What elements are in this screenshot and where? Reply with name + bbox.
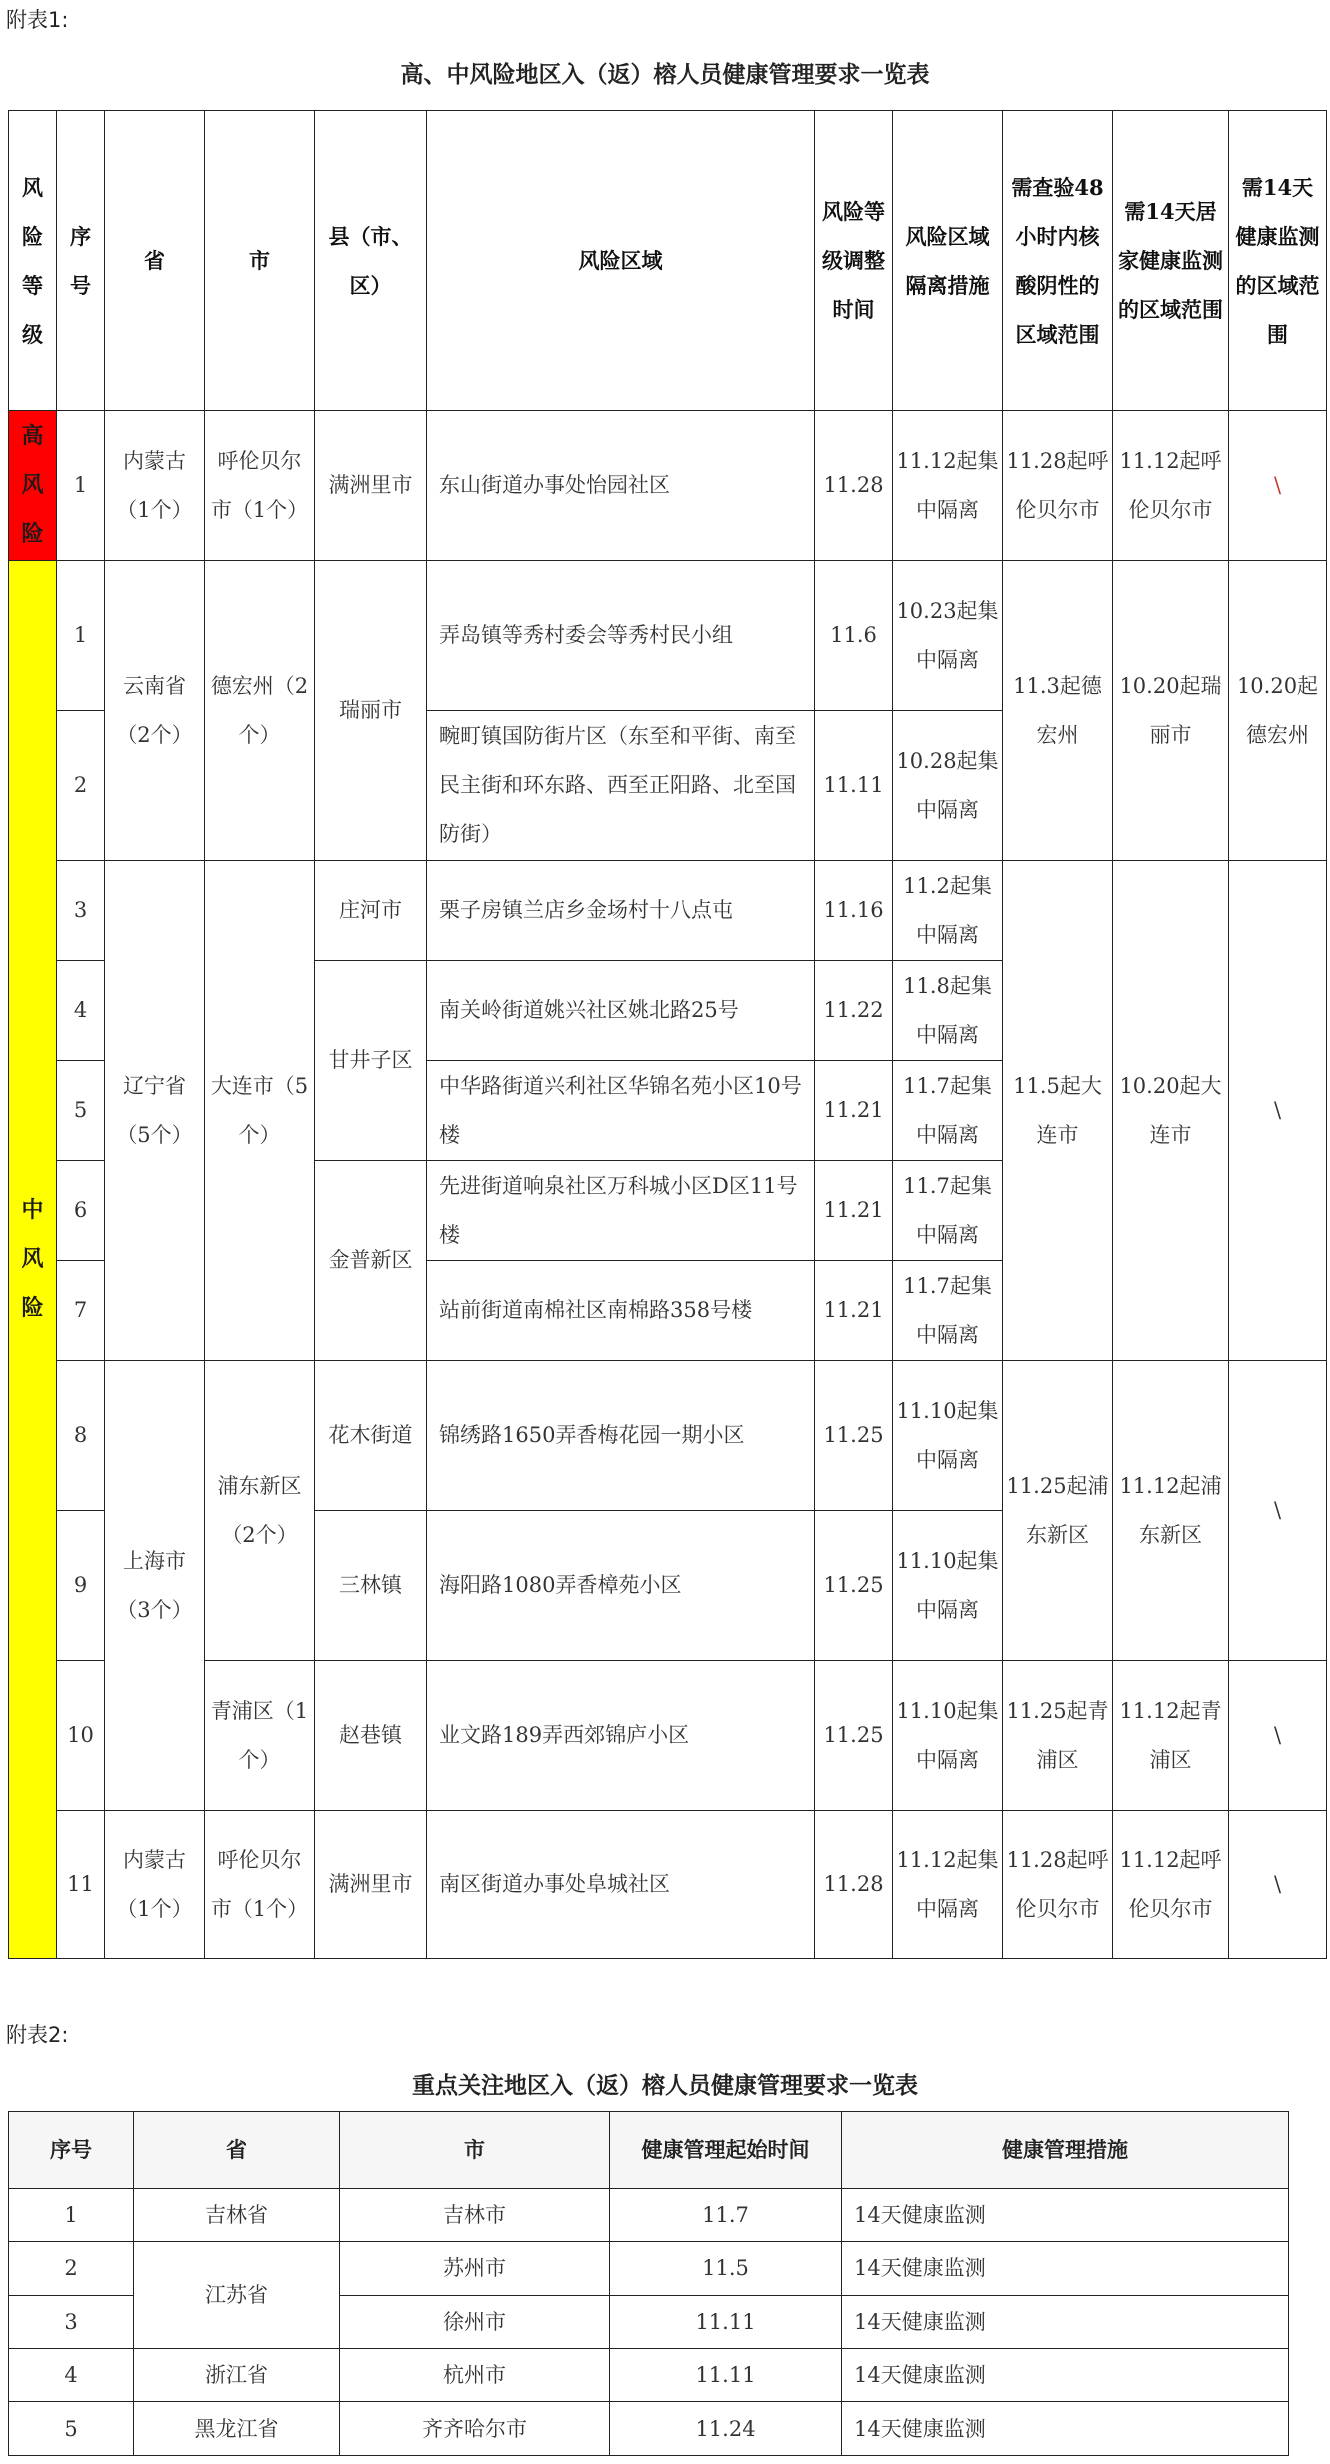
monitor-range: 10.20起德宏州 [1229,561,1327,861]
header-province: 省 [134,2112,340,2189]
city: 浦东新区（2个） [205,1361,315,1661]
table-row [9,1361,1327,1511]
county: 金普新区 [315,1161,427,1361]
header-province: 省 [105,111,205,411]
row-no: 2 [9,2242,134,2295]
city: 杭州市 [340,2349,610,2402]
table-row [9,2188,1289,2241]
isolation: 11.10起集中隔离 [893,1361,1003,1511]
adjust-time: 11.25 [815,1361,893,1511]
risk-area: 中华路街道兴利社区华锦名苑小区10号楼 [427,1061,815,1161]
header-county: 县（市、区） [315,111,427,411]
isolation: 11.7起集中隔离 [893,1061,1003,1161]
province: 云南省（2个） [105,561,205,861]
home-monitor-range: 10.20起大连市 [1113,861,1229,1361]
county: 满洲里市 [315,1811,427,1959]
header-no: 序号 [57,111,105,411]
city: 青浦区（1个） [205,1661,315,1811]
row-no: 9 [57,1511,105,1661]
home-monitor-range: 11.12起青浦区 [1113,1661,1229,1811]
header-nucleic: 需查验48小时内核酸阴性的区域范围 [1003,111,1113,411]
county: 瑞丽市 [315,561,427,861]
adjust-time: 11.25 [815,1511,893,1661]
header-area: 风险区域 [427,111,815,411]
nucleic-range: 11.3起德宏州 [1003,561,1113,861]
province: 吉林省 [134,2188,340,2241]
adjust-time: 11.28 [815,1811,893,1959]
measure: 14天健康监测 [842,2402,1289,2456]
risk-area: 锦绣路1650弄香梅花园一期小区 [427,1361,815,1511]
city: 大连市（5个） [205,861,315,1361]
adjust-time: 11.28 [815,411,893,561]
home-monitor-range: 10.20起瑞丽市 [1113,561,1229,861]
risk-area: 站前街道南棉社区南棉路358号楼 [427,1261,815,1361]
risk-area: 业文路189弄西郊锦庐小区 [427,1661,815,1811]
isolation: 11.8起集中隔离 [893,961,1003,1061]
header-start-time: 健康管理起始时间 [610,2112,842,2189]
table-row [9,2402,1289,2456]
row-no: 11 [57,1811,105,1959]
row-no: 10 [57,1661,105,1811]
row-no: 1 [9,2188,134,2241]
row-no: 2 [57,711,105,861]
start-time: 11.24 [610,2402,842,2456]
row-no: 4 [57,961,105,1061]
adjust-time: 11.21 [815,1061,893,1161]
isolation: 11.2起集中隔离 [893,861,1003,961]
nucleic-range: 11.25起浦东新区 [1003,1361,1113,1661]
row-no: 7 [57,1261,105,1361]
row-no: 1 [57,561,105,711]
measure: 14天健康监测 [842,2188,1289,2241]
row-no: 5 [9,2402,134,2456]
appendix2-title: 重点关注地区入（返）榕人员健康管理要求一览表 [412,2072,918,2099]
city: 呼伦贝尔市（1个） [205,1811,315,1959]
province: 内蒙古（1个） [105,411,205,561]
header-measure: 健康管理措施 [842,2112,1289,2189]
risk-area: 东山街道办事处怡园社区 [427,411,815,561]
header-risk-level: 风险等级 [9,111,57,411]
adjust-time: 11.21 [815,1261,893,1361]
province: 辽宁省（5个） [105,861,205,1361]
header-no: 序号 [9,2112,134,2189]
table-row [9,1661,1327,1811]
table-row [9,1811,1327,1959]
monitor-range: \ [1229,861,1327,1361]
isolation: 11.12起集中隔离 [893,1811,1003,1959]
header-city: 市 [205,111,315,411]
isolation: 11.10起集中隔离 [893,1511,1003,1661]
city: 苏州市 [340,2242,610,2295]
nucleic-range: 11.28起呼伦贝尔市 [1003,411,1113,561]
row-no: 1 [57,411,105,561]
monitor-range: \ [1229,1361,1327,1661]
table-row [9,2242,1289,2295]
monitor-range: \ [1229,1661,1327,1811]
isolation: 11.7起集中隔离 [893,1261,1003,1361]
adjust-time: 11.11 [815,711,893,861]
header-isolation: 风险区域隔离措施 [893,111,1003,411]
nucleic-range: 11.28起呼伦贝尔市 [1003,1811,1113,1959]
row-no: 5 [57,1061,105,1161]
header-monitor: 需14天健康监测的区域范围 [1229,111,1327,411]
risk-area: 海阳路1080弄香樟苑小区 [427,1511,815,1661]
risk-area-table [8,110,1327,1959]
table-header-row [9,111,1327,411]
risk-area: 栗子房镇兰店乡金场村十八点屯 [427,861,815,961]
home-monitor-range: 11.12起呼伦贝尔市 [1113,1811,1229,1959]
nucleic-range: 11.25起青浦区 [1003,1661,1113,1811]
row-no: 6 [57,1161,105,1261]
table-row [9,561,1327,711]
adjust-time: 11.6 [815,561,893,711]
adjust-time: 11.21 [815,1161,893,1261]
header-adjust-time: 风险等级调整时间 [815,111,893,411]
header-city: 市 [340,2112,610,2189]
isolation: 11.12起集中隔离 [893,411,1003,561]
appendix1-title: 高、中风险地区入（返）榕人员健康管理要求一览表 [400,61,930,88]
table-row [9,411,1327,561]
county: 庄河市 [315,861,427,961]
isolation: 11.7起集中隔离 [893,1161,1003,1261]
province: 内蒙古（1个） [105,1811,205,1959]
county: 花木街道 [315,1361,427,1511]
isolation: 10.28起集中隔离 [893,711,1003,861]
province: 黑龙江省 [134,2402,340,2456]
city: 吉林市 [340,2188,610,2241]
risk-area: 先进街道响泉社区万科城小区D区11号楼 [427,1161,815,1261]
city: 德宏州（2个） [205,561,315,861]
city: 呼伦贝尔市（1个） [205,411,315,561]
city: 徐州市 [340,2295,610,2348]
measure: 14天健康监测 [842,2349,1289,2402]
measure: 14天健康监测 [842,2295,1289,2348]
table-row [9,2349,1289,2402]
start-time: 11.11 [610,2295,842,2348]
start-time: 11.5 [610,2242,842,2295]
home-monitor-range: 11.12起呼伦贝尔市 [1113,411,1229,561]
measure: 14天健康监测 [842,2242,1289,2295]
province: 浙江省 [134,2349,340,2402]
county: 三林镇 [315,1511,427,1661]
risk-area: 南关岭街道姚兴社区姚北路25号 [427,961,815,1061]
start-time: 11.11 [610,2349,842,2402]
adjust-time: 11.22 [815,961,893,1061]
start-time: 11.7 [610,2188,842,2241]
risk-area: 南区街道办事处阜城社区 [427,1811,815,1959]
row-no: 3 [9,2295,134,2348]
county: 满洲里市 [315,411,427,561]
province: 江苏省 [134,2242,340,2349]
adjust-time: 11.16 [815,861,893,961]
table-row [9,861,1327,961]
key-area-table [8,2111,1289,2456]
home-monitor-range: 11.12起浦东新区 [1113,1361,1229,1661]
risk-area: 弄岛镇等秀村委会等秀村民小组 [427,561,815,711]
adjust-time: 11.25 [815,1661,893,1811]
isolation: 11.10起集中隔离 [893,1661,1003,1811]
province: 上海市（3个） [105,1361,205,1811]
row-no: 3 [57,861,105,961]
county: 甘井子区 [315,961,427,1161]
appendix2-label: 附表2: [6,2023,69,2047]
nucleic-range: 11.5起大连市 [1003,861,1113,1361]
county: 赵巷镇 [315,1661,427,1811]
city: 齐齐哈尔市 [340,2402,610,2456]
risk-level-high: 高风险 [9,411,57,561]
appendix1-label: 附表1: [6,8,69,32]
risk-level-medium: 中风险 [9,561,57,1959]
header-home-monitor: 需14天居家健康监测的区域范围 [1113,111,1229,411]
row-no: 8 [57,1361,105,1511]
monitor-range: \ [1229,411,1327,561]
row-no: 4 [9,2349,134,2402]
table-header-row [9,2112,1289,2189]
risk-area: 畹町镇国防街片区（东至和平街、南至民主街和环东路、西至正阳路、北至国防街） [427,711,815,861]
monitor-range: \ [1229,1811,1327,1959]
isolation: 10.23起集中隔离 [893,561,1003,711]
